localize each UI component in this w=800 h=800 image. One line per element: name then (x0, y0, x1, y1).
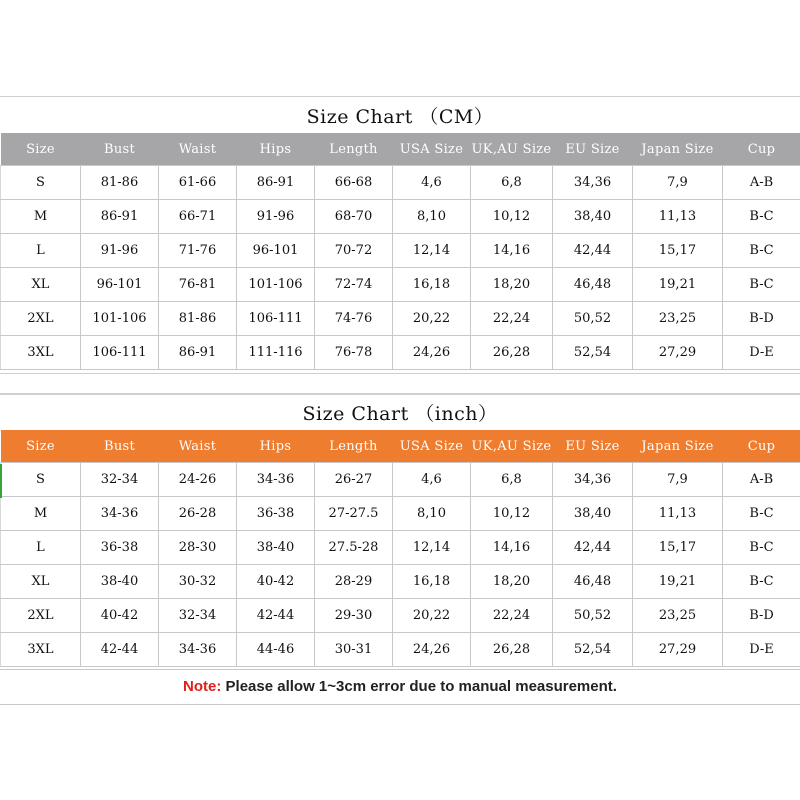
table-cell: 50,52 (553, 302, 633, 336)
table-cell: 52,54 (553, 633, 633, 667)
table-cell: 12,14 (393, 531, 471, 565)
table-cell: 14,16 (471, 234, 553, 268)
table-cell: 34-36 (81, 497, 159, 531)
table-cell: 91-96 (81, 234, 159, 268)
table-cell: B-C (723, 531, 800, 565)
table-row (1, 336, 800, 370)
size-cell: XL (1, 565, 81, 599)
table-cell: 91-96 (237, 200, 315, 234)
column-header: Length (315, 430, 393, 463)
table-cell: 86-91 (81, 200, 159, 234)
table-row (1, 531, 800, 565)
table-cell: 27,29 (633, 633, 723, 667)
table-cell: 27,29 (633, 336, 723, 370)
table-cell: 29-30 (315, 599, 393, 633)
table-cell: 101-106 (81, 302, 159, 336)
table-cell: 34,36 (553, 166, 633, 200)
table-cell: 38,40 (553, 200, 633, 234)
table-cell: 23,25 (633, 599, 723, 633)
column-header: Bust (81, 133, 159, 166)
size-cell: 2XL (1, 599, 81, 633)
measurement-note (0, 669, 800, 705)
table-cell: 32-34 (159, 599, 237, 633)
table-cell: 11,13 (633, 200, 723, 234)
table-cell: 106-111 (81, 336, 159, 370)
table-cell: 19,21 (633, 565, 723, 599)
table-cell: 96-101 (81, 268, 159, 302)
column-header: Japan Size (633, 133, 723, 166)
size-cell: 2XL (1, 302, 81, 336)
table-cell: 76-78 (315, 336, 393, 370)
cm-chart-title: Size Chart （CM） (0, 96, 800, 133)
column-header: USA Size (393, 430, 471, 463)
size-cell: L (1, 234, 81, 268)
table-cell: 42,44 (553, 531, 633, 565)
size-cell: S (1, 166, 81, 200)
table-cell: 19,21 (633, 268, 723, 302)
table-cell: 66-68 (315, 166, 393, 200)
table-cell: 22,24 (471, 302, 553, 336)
column-header: Hips (237, 430, 315, 463)
table-cell: 26-28 (159, 497, 237, 531)
table-cell: 81-86 (159, 302, 237, 336)
table-row (1, 463, 800, 497)
cm-size-table (0, 133, 800, 370)
table-cell: 10,12 (471, 200, 553, 234)
table-cell: 14,16 (471, 531, 553, 565)
table-row (1, 200, 800, 234)
column-header: Size (1, 430, 81, 463)
table-cell: 42-44 (81, 633, 159, 667)
table-cell: 6,8 (471, 463, 553, 497)
table-cell: 81-86 (81, 166, 159, 200)
table-cell: B-C (723, 200, 800, 234)
table-cell: 46,48 (553, 565, 633, 599)
table-cell: 106-111 (237, 302, 315, 336)
note-label: Note: (183, 678, 222, 695)
table-cell: 24,26 (393, 633, 471, 667)
table-row (1, 497, 800, 531)
cm-size-chart (0, 96, 800, 370)
table-cell: 70-72 (315, 234, 393, 268)
inch-header-row (1, 430, 800, 463)
column-header: Waist (159, 430, 237, 463)
row-marker (0, 464, 2, 498)
column-header: EU Size (553, 133, 633, 166)
table-cell: 10,12 (471, 497, 553, 531)
column-header: Size (1, 133, 81, 166)
table-cell: 36-38 (81, 531, 159, 565)
table-cell: 30-32 (159, 565, 237, 599)
table-cell: 76-81 (159, 268, 237, 302)
inch-table-body (1, 463, 800, 667)
table-cell: 26-27 (315, 463, 393, 497)
table-cell: 6,8 (471, 166, 553, 200)
table-cell: 42,44 (553, 234, 633, 268)
table-cell: 7,9 (633, 166, 723, 200)
table-cell: A-B (723, 463, 800, 497)
column-header: Cup (723, 133, 800, 166)
table-cell: D-E (723, 633, 800, 667)
table-row (1, 565, 800, 599)
table-cell: 32-34 (81, 463, 159, 497)
table-cell: 40-42 (237, 565, 315, 599)
table-cell: 20,22 (393, 302, 471, 336)
table-cell: 16,18 (393, 565, 471, 599)
table-cell: 42-44 (237, 599, 315, 633)
size-cell: M (1, 200, 81, 234)
table-cell: 15,17 (633, 531, 723, 565)
table-cell: B-C (723, 234, 800, 268)
size-cell: M (1, 497, 81, 531)
column-header: Length (315, 133, 393, 166)
note-text: Please allow 1~3cm error due to manual measurement. (221, 678, 617, 695)
table-cell: B-D (723, 302, 800, 336)
table-row (1, 302, 800, 336)
table-cell: 34-36 (159, 633, 237, 667)
cm-table-body (1, 166, 800, 370)
table-row (1, 599, 800, 633)
table-cell: 18,20 (471, 565, 553, 599)
table-cell: 61-66 (159, 166, 237, 200)
table-cell: 7,9 (633, 463, 723, 497)
table-cell: 24,26 (393, 336, 471, 370)
column-header: Cup (723, 430, 800, 463)
inch-size-table (0, 430, 800, 667)
table-cell: 68-70 (315, 200, 393, 234)
table-cell: B-D (723, 599, 800, 633)
table-cell: 86-91 (237, 166, 315, 200)
table-cell: 44-46 (237, 633, 315, 667)
table-cell: 36-38 (237, 497, 315, 531)
table-cell: 111-116 (237, 336, 315, 370)
table-cell: 71-76 (159, 234, 237, 268)
inch-size-chart (0, 393, 800, 667)
table-cell: B-C (723, 497, 800, 531)
table-cell: 101-106 (237, 268, 315, 302)
table-cell: 52,54 (553, 336, 633, 370)
table-cell: B-C (723, 565, 800, 599)
table-cell: 20,22 (393, 599, 471, 633)
size-cell: 3XL (1, 336, 81, 370)
table-cell: D-E (723, 336, 800, 370)
column-header: Waist (159, 133, 237, 166)
table-cell: 22,24 (471, 599, 553, 633)
table-cell: 72-74 (315, 268, 393, 302)
table-cell: 40-42 (81, 599, 159, 633)
column-header: UK,AU Size (471, 430, 553, 463)
table-cell: 26,28 (471, 633, 553, 667)
table-cell: 86-91 (159, 336, 237, 370)
table-cell: 12,14 (393, 234, 471, 268)
inch-chart-title: Size Chart （inch） (0, 393, 800, 430)
table-cell: 27-27.5 (315, 497, 393, 531)
table-cell: 50,52 (553, 599, 633, 633)
table-row (1, 268, 800, 302)
table-cell: 30-31 (315, 633, 393, 667)
table-cell: 23,25 (633, 302, 723, 336)
table-cell: 15,17 (633, 234, 723, 268)
table-cell: 66-71 (159, 200, 237, 234)
size-cell: S (1, 463, 81, 497)
column-header: USA Size (393, 133, 471, 166)
table-cell: 16,18 (393, 268, 471, 302)
table-row (1, 234, 800, 268)
column-header: Hips (237, 133, 315, 166)
section-divider (0, 373, 800, 395)
table-cell: 34,36 (553, 463, 633, 497)
table-cell: 4,6 (393, 166, 471, 200)
table-row (1, 166, 800, 200)
table-cell: 38-40 (81, 565, 159, 599)
size-cell: 3XL (1, 633, 81, 667)
table-cell: 38,40 (553, 497, 633, 531)
table-row (1, 633, 800, 667)
table-cell: 18,20 (471, 268, 553, 302)
size-cell: L (1, 531, 81, 565)
table-cell: 38-40 (237, 531, 315, 565)
size-cell: XL (1, 268, 81, 302)
column-header: Japan Size (633, 430, 723, 463)
table-cell: 46,48 (553, 268, 633, 302)
table-cell: 34-36 (237, 463, 315, 497)
table-cell: A-B (723, 166, 800, 200)
column-header: UK,AU Size (471, 133, 553, 166)
table-cell: 11,13 (633, 497, 723, 531)
table-cell: 8,10 (393, 200, 471, 234)
table-cell: 28-30 (159, 531, 237, 565)
table-cell: 24-26 (159, 463, 237, 497)
column-header: EU Size (553, 430, 633, 463)
table-cell: 74-76 (315, 302, 393, 336)
table-cell: B-C (723, 268, 800, 302)
table-cell: 26,28 (471, 336, 553, 370)
table-cell: 8,10 (393, 497, 471, 531)
table-cell: 96-101 (237, 234, 315, 268)
table-cell: 4,6 (393, 463, 471, 497)
column-header: Bust (81, 430, 159, 463)
table-cell: 28-29 (315, 565, 393, 599)
cm-header-row (1, 133, 800, 166)
table-cell: 27.5-28 (315, 531, 393, 565)
